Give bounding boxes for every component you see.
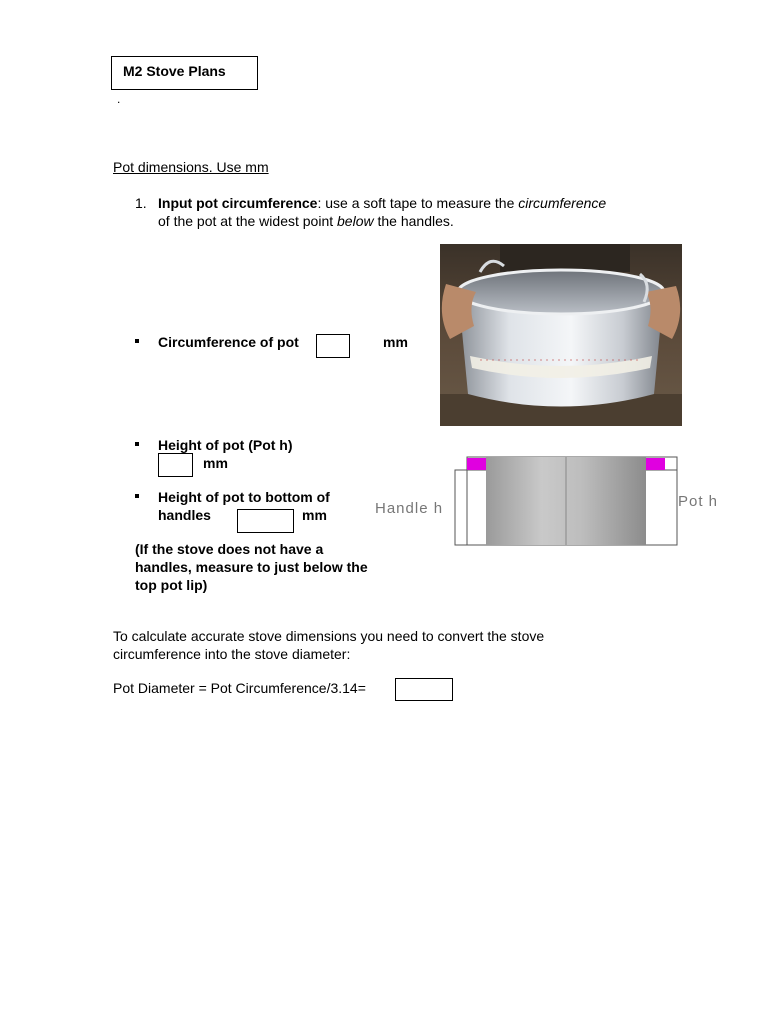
item-number: 1. [135, 195, 147, 211]
height-input[interactable] [158, 453, 193, 477]
bullet-square-icon [135, 494, 139, 498]
lip-marker-right [646, 458, 665, 470]
circumference-unit: mm [383, 334, 408, 350]
section-heading: Pot dimensions. Use mm [113, 159, 269, 175]
lip-marker-left [467, 458, 486, 470]
bullet-square-icon [135, 442, 139, 446]
instruction-text [158, 194, 665, 230]
page-title: M2 Stove Plans [111, 56, 258, 90]
handle-h-label: Handle h [375, 500, 444, 517]
handles-label-line-1: Height of pot to bottom of [158, 489, 330, 505]
conversion-paragraph: To calculate accurate stove dimensions you need to convert the stove circumference into the stove diameter: [113, 628, 545, 662]
diameter-formula: Pot Diameter = Pot Circumference/3.14= [113, 680, 366, 696]
instruction-italic-b: below [337, 213, 374, 229]
circumference-label: Circumference of pot [158, 334, 299, 350]
instruction-part-a: : use a soft tape to measure the [317, 195, 519, 211]
diameter-input[interactable] [395, 678, 453, 701]
dot-mark: . [117, 92, 121, 106]
circumference-input[interactable] [316, 334, 350, 358]
instruction-part-c: the handles. [373, 213, 454, 229]
instruction-bold: Input pot circumference [158, 195, 318, 211]
bullet-height [135, 436, 395, 471]
instruction-item-1 [135, 194, 665, 230]
instruction-italic-a: circumference [518, 195, 607, 211]
pot-photo [440, 244, 682, 426]
handles-label-line-2: handles [158, 507, 211, 523]
pot-height-diagram [370, 450, 740, 550]
handles-unit: mm [302, 507, 327, 523]
height-unit: mm [203, 455, 228, 471]
bullet-square-icon [135, 339, 139, 343]
height-label: Height of pot (Pot h) [158, 437, 293, 453]
pot-h-label: Pot h [678, 493, 719, 510]
handles-height-input[interactable] [237, 509, 294, 533]
bullet-circumference [135, 333, 435, 351]
instruction-part-b: of the pot at the widest point [158, 213, 338, 229]
handles-note: (If the stove does not have a handles, measure to just below the top pot lip) [135, 541, 368, 593]
